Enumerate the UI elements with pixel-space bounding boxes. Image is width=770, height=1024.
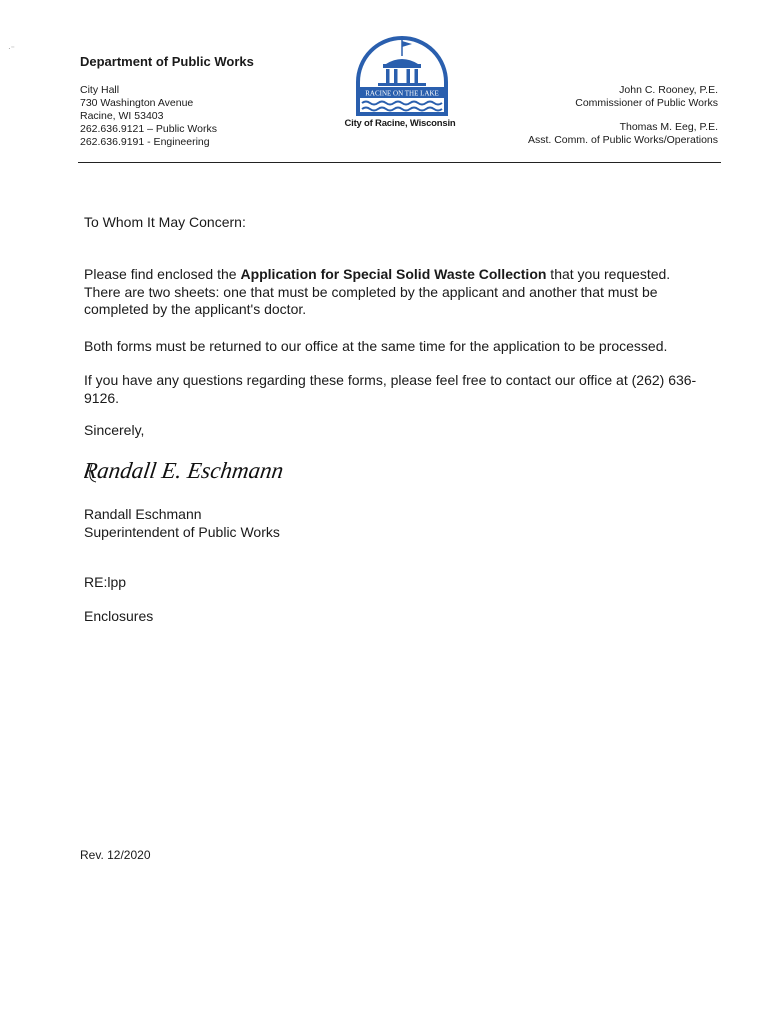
official-title: Asst. Comm. of Public Works/Operations [527, 134, 718, 146]
paragraph-contact: If you have any questions regarding these forms, please feel free to contact our office at (262) 636-9126. [84, 372, 697, 406]
address-line: 262.636.9121 – Public Works [80, 123, 217, 135]
officials-block [528, 84, 718, 147]
handwritten-signature [84, 452, 324, 497]
address-line: 730 Washington Avenue [80, 97, 194, 109]
paragraph-return-forms: Both forms must be returned to our office at the same time for the application to be processed. [84, 338, 668, 354]
greeting: To Whom It May Concern: [84, 214, 246, 230]
p1-text-start: Please find enclosed the [84, 266, 241, 282]
city-logo [352, 34, 452, 121]
paragraph-application [84, 266, 704, 319]
department-address [80, 84, 217, 149]
signer-name: Randall Eschmann [84, 506, 202, 522]
logo-banner-text: RACINE ON THE LAKE [365, 89, 439, 98]
department-title: Department of Public Works [80, 54, 254, 69]
signer-title: Superintendent of Public Works [84, 523, 280, 540]
letterhead-divider [78, 162, 721, 163]
reference-initials: RE:lpp [84, 574, 127, 590]
address-line: City Hall [80, 84, 120, 96]
official-name: Thomas M. Eeg, P.E. [619, 121, 718, 133]
official-title: Commissioner of Public Works [575, 97, 718, 109]
signer-block [84, 506, 704, 541]
p1-text-end: that you requested. There are two sheets: one that must be completed by the applicant and another that must be completed by the applicant's doctor. [84, 266, 671, 317]
closing: Sincerely, [84, 422, 145, 438]
official-name: John C. Rooney, P.E. [619, 84, 718, 96]
revision-date: Rev. 12/2020 [80, 848, 151, 862]
application-name: Application for Special Solid Waste Collection [240, 266, 547, 282]
address-line: Racine, WI 53403 [80, 110, 164, 122]
city-caption: City of Racine, Wisconsin [344, 118, 456, 129]
address-line: 262.636.9191 - Engineering [80, 136, 210, 148]
enclosures-note: Enclosures [84, 608, 154, 624]
scan-mark: ·⁻ [8, 44, 15, 53]
svg-text:Randall E. Eschmann: Randall E. Eschmann [84, 457, 286, 483]
